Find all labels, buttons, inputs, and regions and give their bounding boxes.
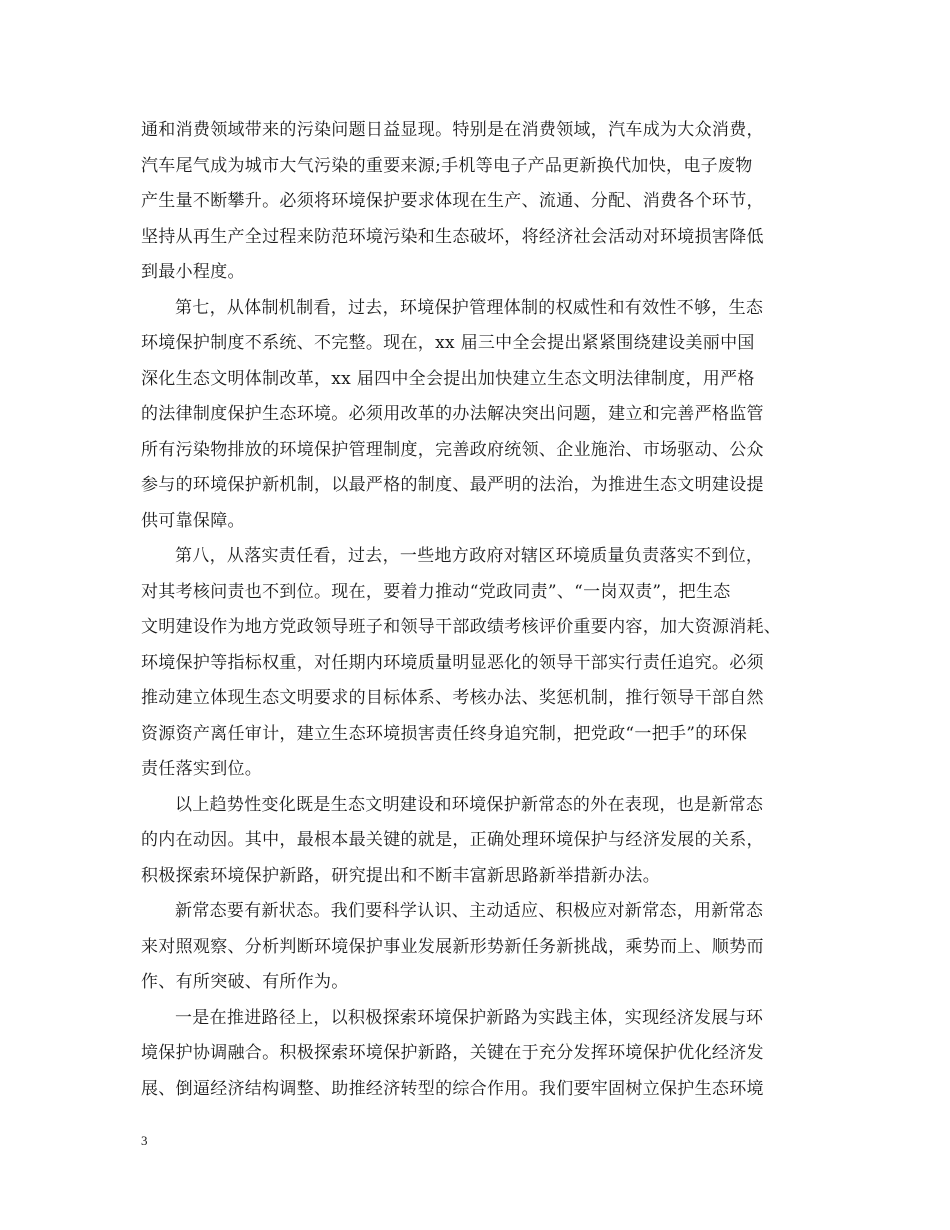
text-line: 以上趋势性变化既是生态文明建设和环境保护新常态的外在表现，也是新常态 — [175, 794, 764, 815]
text-line: 境保护协调融合。积极探索环境保护新路，关键在于充分发挥环境保护优化经济发 — [141, 1043, 764, 1063]
text-line: 的内在动因。其中，最根本最关键的就是，正确处理环境保护与经济发展的关系， — [141, 830, 764, 850]
text-line: 供可靠保障。 — [141, 510, 245, 531]
text-line: 一是在推进路径上，以积极探索环境保护新路为实践主体，实现经济发展与环 — [175, 1007, 764, 1028]
text-line: 产生量不断攀升。必须将环境保护要求体现在生产、流通、分配、消费各个环节， — [141, 191, 764, 211]
text-line: 展、倒逼经济结构调整、助推经济转型的综合作用。我们要牢固树立保护生态环境 — [141, 1078, 764, 1099]
text-line: 所有污染物排放的环境保护管理制度，完善政府统领、企业施治、市场驱动、公众 — [141, 439, 764, 460]
text-line: 作、有所突破、有所作为。 — [141, 972, 349, 992]
text-line: 到最小程度。 — [141, 262, 245, 282]
text-line: 文明建设作为地方党政领导班子和领导干部政绩考核评价重要内容，加大资源消耗、 — [141, 617, 782, 637]
text-line: 坚持从再生产全过程来防范环境污染和生态破坏，将经济社会活动对环境损害降低 — [141, 226, 764, 247]
text-line: 推动建立体现生态文明要求的目标体系、考核办法、奖惩机制，推行领导干部自然 — [141, 688, 764, 708]
text-line: 积极探索环境保护新路，研究提出和不断丰富新思路新举措新办法。 — [141, 865, 660, 886]
text-line: 新常态要有新状态。我们要科学认识、主动适应、积极应对新常态，用新常态 — [175, 901, 764, 921]
text-line: 汽车尾气成为城市大气污染的重要来源;手机等电子产品更新换代加快，电子废物 — [141, 155, 753, 176]
text-line: 来对照观察、分析判断环境保护事业发展新形势新任务新挑战，乘势而上、顺势而 — [141, 936, 764, 957]
text-line: 对其考核问责也不到位。现在，要着力推动“党政同责”、“一岗双责”，把生态 — [141, 581, 731, 602]
page-number: 3 — [141, 1133, 148, 1148]
document-body — [141, 113, 821, 1107]
text-line: 资源资产离任审计，建立生态环境损害责任终身追究制，把党政“一把手”的环保 — [141, 723, 748, 744]
text-line: 环境保护制度不系统、不完整。现在，xx 届三中全会提出紧紧围绕建设美丽中国 — [141, 333, 755, 353]
text-line: 环境保护等指标权重，对任期内环境质量明显恶化的领导干部实行责任追究。必须 — [141, 652, 764, 673]
text-line: 第八，从落实责任看，过去，一些地方政府对辖区环境质量负责落实不到位， — [175, 546, 764, 566]
text-line: 责任落实到位。 — [141, 759, 263, 779]
text-line: 的法律制度保护生态环境。必须用改革的办法解决突出问题，建立和完善严格监管 — [141, 404, 764, 424]
text-line: 通和消费领域带来的污染问题日益显现。特别是在消费领域，汽车成为大众消费， — [141, 120, 764, 140]
text-line: 深化生态文明体制改革，xx 届四中全会提出加快建立生态文明法律制度，用严格 — [141, 368, 755, 389]
text-line: 参与的环境保护新机制，以最严格的制度、最严明的法治，为推进生态文明建设提 — [141, 475, 764, 495]
text-line: 第七，从体制机制看，过去，环境保护管理体制的权威性和有效性不够，生态 — [175, 297, 764, 318]
